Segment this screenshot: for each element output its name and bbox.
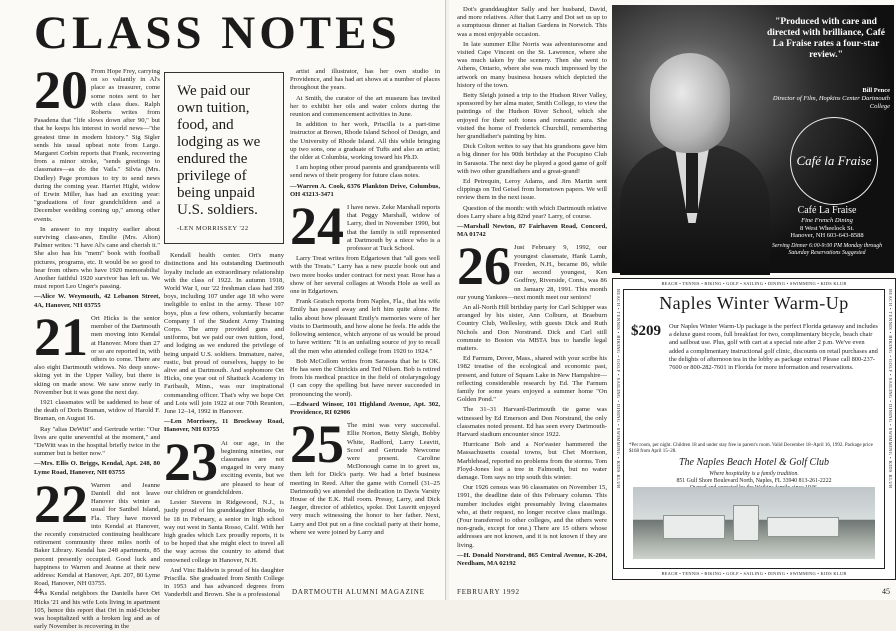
cafe-name: Café La Fraise [797, 205, 857, 216]
note-paragraph [457, 143, 607, 176]
note-text: Just February 9, 1992, our youngest classmate, Hank Lamb, Freeden, N.H., became 86, while our second youngest, Ken Godfrey, Riverside, Conn., was 86 on January 28, 1991. This month our young Yankees—next month meet our seniors! [457, 244, 607, 301]
pull-quote-source: -LEN MORRISSEY '22 [177, 225, 249, 232]
note-paragraph [164, 499, 284, 565]
note-paragraph [457, 236, 607, 301]
note-text: In answer to my inquiry earlier about surviving class-anes, Emilie (Mrs. Alton) Palmer writes: "I have Al's cane and cherish it." She also has his "mem" book with football pictures, programs, etc. It would be so good to hear from others who have 1920 memorabilia! Another faithful 1920 survivor has left us. We must report Leo Unger's passing. [34, 225, 160, 291]
note-paragraph [290, 414, 440, 537]
note-text: Ed Petrequin, Leroy Adams, and Jim Martin sent clippings on Ted Geisel from hometown papers. We will review them in the next issue. [457, 178, 607, 202]
page-number-right: 45 [882, 587, 890, 596]
ad-price: $209 [631, 323, 661, 339]
ad-fine-print: *Per room, per night. Children 18 and under stay free in parent's room. Valid December 18–April 16, 1992. Package price $168 from April 15–28. [629, 443, 873, 454]
note-paragraph [457, 41, 607, 90]
note-text: Lester Stevens in Ridgewood, N.J., is justly proud of his granddaughter Rhoda, to be 18 in February, a senior in high school way out west in Santa Rosso, Calif. With her high grades which Lex proudly reports, it is to be hoped that she might elect to travel all the way across the country to attend that renowned college in Hanover, N.H. [164, 499, 284, 564]
note-signature: —Warren A. Cook, 6376 Plankton Drive, Columbus, OH 43213-3471 [290, 182, 440, 198]
running-footer-right: FEBRUARY 1992 [457, 588, 520, 596]
note-text: At Smith, the curator of the art museum has invited her to exhibit her oils and water colors during the reunion and commencement activities in June. [290, 94, 440, 119]
note-text: Betty Sleigh joined a trip to the Hudson River Valley, sponsored by her alma mater, Smith College, to view the paintings of the Hudson River School, which she enjoyed for their soft tones and romantic aura. She visited the home of Frederick Churchill, remembering her grandfather's painting by him. [457, 92, 607, 141]
note-paragraph [290, 95, 440, 120]
hotel-name: The Naples Beach Hotel & Golf Club [679, 457, 829, 468]
note-paragraph [34, 399, 160, 424]
class-year-dropcap: 25 [290, 414, 344, 475]
note-text: In addition to her work, Priscilla is a part-time instructor at Brown, Rhode Island School of Design, and the University of Rhode Island. All this while bringing up two sons, one a graduate of Tufts and also an artist; the older at Columbia, working toward his Ph.D. [290, 121, 440, 162]
note-paragraph [164, 252, 284, 416]
ad-inner [625, 291, 883, 567]
note-paragraph [34, 226, 160, 292]
note-text: Larry Treat writes from Edgartown that "all goes well with the Treats." Larry has a new puzzle book out and two more books under contract for next year. Rose has a show of her several collages at Woods Hole as well as one in Edgartown. [290, 255, 440, 296]
note-paragraph [34, 60, 160, 224]
pull-quote-text: We paid our own tuition, food, and lodging as we endured the privilege of being unpaid U.S. soldiers. [177, 83, 261, 218]
note-text: Our 1926 census was 96 classmates on November 15, 1991, the deadline date of this February column. This number includes eight presumably living classmates who, at their request, no longer receive class mailings. (Four transferred to other colleges, and the others were non-grads, except for one.) There are 15 others whose addresses are not known, and it is not known if they are living. [457, 484, 607, 549]
note-paragraph [164, 567, 284, 600]
note-text: I have news. Zeke Marshall reports that Peggy Marshall, widow of Larry, died in November 1990, but that the family is still represented at Dartmouth by a niece who is a professor at Tuck School. [347, 204, 441, 253]
class-year-dropcap: 26 [457, 236, 511, 297]
attribution-title: Director of Film, Hopkins Center Dartmouth College [772, 95, 890, 110]
ad-band-bottom: BEACH • TENNIS • BIKING • GOLF • SAILING • DINING • SWIMMING • KIDS KLUB [613, 568, 895, 579]
hotel-tower [733, 505, 759, 541]
note-paragraph [290, 68, 440, 93]
note-signature: —Marshall Newton, 87 Fairhaven Road, Concord, MA 01742 [457, 223, 607, 239]
note-paragraph [457, 304, 607, 353]
column-3 [290, 68, 440, 580]
class-year-dropcap: 24 [290, 196, 344, 257]
note-text: I am hoping other proud parents and grandparents will send news of their progeny for future class notes. [290, 164, 440, 180]
note-paragraph [457, 205, 607, 221]
hotel-wing [767, 517, 839, 537]
note-text: The 31–31 Harvard-Dartmouth tie game was witnessed by Ed Emerson and Don Norstrand, the only classmates noted present. Ed has seen every Dartmouth-Harvard stadium encounter since 1922. [457, 406, 607, 438]
ad-review-attribution [756, 87, 890, 111]
column-2 [164, 68, 284, 599]
running-footer-left: DARTMOUTH ALUMNI MAGAZINE [292, 588, 425, 596]
note-paragraph [290, 196, 441, 257]
note-signature: —H. Donald Norstrand, 865 Central Avenue, K-204, Needham, MA 02192 [457, 551, 607, 567]
note-paragraph [457, 406, 607, 439]
note-paragraph [164, 431, 284, 497]
ad-band-top: BEACH • TENNIS • BIKING • GOLF • SAILING • DINING • SWIMMING • KIDS KLUB [613, 279, 895, 290]
note-paragraph [290, 121, 440, 162]
note-signature: —Edward Winsor, 101 Highland Avenue, Apt. 302, Providence, RI 02906 [290, 400, 440, 416]
hotel-aerial-photo [633, 487, 875, 559]
note-paragraph [290, 358, 440, 399]
attribution-name: Bill Pence [862, 87, 890, 94]
note-paragraph [457, 6, 607, 39]
note-text: Dick Colton writes to say that his grandsons gave him a big dinner for his 90th birthday at the Pocupino Club in Sarasota. The next day he played a good game of golf with two other grandfathers and a great-grand! [457, 143, 607, 175]
note-text: The mini was very successful. Ellie Norton, Betty Sleigh, Bobby White, Radford, Larry Leavitt, Scoof and Gertrude Newcome were present. Caroline McDonough came in to greet us, then left for Dick's party. We had a brief business meeting in Reed. After the game with Cornell (31–25 Dartmouth) we attended the dedication in Davis Varsity House of the E.K. Hall room. Pressy, Larry, and Dick Jaeger, director of athletics, spoke. Dot Leavitt enjoyed very much witnessing the honor to her father. Next, Larry and Dot put on a fine cocktail party at their home, where we were joined by Larry and [290, 422, 440, 536]
cafe-address: 8 West Wheelock St. [799, 224, 855, 232]
note-text: Dot's granddaughter Sally and her husband, David, and more relatives. After that Larry and Dot set us up to a sumptuous dinner at Italian Gardens in Norwich. This was a most enjoyable occasion. [457, 6, 607, 38]
ad-headline: Naples Winter Warm-Up [659, 293, 849, 313]
note-paragraph [457, 355, 607, 404]
note-text: Hurricane Bob and a Nor'easter hammered the Massachusetts coastal towns, but Chet Morrison, Marblehead, reported no problems from the storms. Tom Floyd-Jones lost a tree in Falmouth, but no water damage. Tom says no trip south this winter. [457, 441, 607, 481]
note-paragraph [34, 426, 160, 459]
page-title: CLASS NOTES [34, 7, 401, 59]
ad-review-quote: "Produced with care and directed with brilliance, Café La Fraise rates a four-star review." [766, 17, 886, 60]
note-text: At our age, in the beginning nineties, our classmates are not engaged in very many exciting events, but we are pleased to hear of our children or grandchildren. [164, 439, 284, 496]
ad-band-left [613, 289, 624, 569]
note-text: An all-North Hill birthday party for Carl Schipper was arranged by his sister, Ann Colburn, at Braeburn Country Club, Wellesley, with guests Dick and Ruth Nichols and Don Norstrand. Dick and Carl still commute to Boston via MBTA bus to handle legal matters. [457, 303, 607, 352]
note-text: Ray "alias DeWitt" and Gertrude write: "Our lives are quite uneventful at the moment," and "DeWitt was in the hospital briefly twice in the summer but is better now." [34, 425, 160, 458]
note-paragraph [34, 590, 160, 631]
column-4 [457, 6, 607, 580]
note-paragraph [290, 298, 440, 355]
left-page [0, 0, 446, 631]
note-paragraph [34, 306, 160, 397]
note-paragraph [34, 473, 160, 589]
hotel-address: 851 Gulf Shore Boulevard North, Naples, FL 33940 813-261-2222 [676, 478, 832, 484]
note-signature: —Alice W. Weymouth, 42 Lebanon Street, 4A, Hanover, NH 03755 [34, 293, 160, 309]
note-paragraph [457, 441, 607, 482]
ad-band-right [884, 289, 895, 569]
note-paragraph [457, 484, 607, 550]
pull-quote-box [164, 72, 284, 244]
note-text: And Vinc Baldwin is proud of his daughter Priscilla. She graduated from Smith College in 1953 and has advanced degrees from Vanderbilt and Brown. She is a professional [164, 566, 284, 599]
note-text: Bob McCollom writes from Sarasota that he is OK. He has seen the Chirickis and Ted Nilsen. Bob is retired from his medical practice in the field of otolaryngology (I can copy the spelling but have never succeeded in pronouncing the word). [290, 357, 440, 398]
class-year-dropcap: 22 [34, 473, 88, 534]
ad-band-left-text: BEACH • TENNIS • BIKING • GOLF • SAILING • DINING • SWIMMING • KIDS KLUB [616, 289, 621, 489]
note-paragraph [290, 255, 440, 296]
cafe-details [764, 217, 890, 240]
cafe-city: Hanover, NH 603-643-8588 [790, 232, 864, 239]
naples-beach-hotel-ad [612, 278, 896, 580]
note-paragraph [457, 92, 607, 141]
note-text: In late summer Ellie Norris was adventuresome and visited Cape Vincent on the St. Lawrence, where she was much taken by the scenery. Then she went to Athens, Ontario, where she was much impressed by the artwork on many business houses which depicted the history of the town. [457, 40, 607, 89]
note-text: Warren and Jeanne Daniell did not leave Hanover this winter as usual for Sanibel Island, Fla. They have moved into Kendal at Hanover, the recently constructed continuing healthcare retirement community three miles north of Baker Library. Kendal has 248 apartments, 85 percent presently occupied. Good luck and happiness to Warren and Jeanne at their new address: Kendal at Hanover, Apt. 207, 80 Lyme Road, Hanover, NH 03755. [34, 481, 160, 588]
note-text: Ed Farnum, Dover, Mass., shared with your scribe his 1982 treatise of the ecological and economic past, present, and future of Squam Lake in New Hampshire—reflecting considerable research by Ed. The Farnum family for some years enjoyed a summer home "On Golden Pond." [457, 355, 607, 404]
class-year-dropcap: 23 [164, 431, 218, 492]
note-text: artist and illustrator, has her own studio in Providence, and has had art shows at a number of places throughout the years. [290, 68, 440, 92]
page-number-left: 44 [34, 587, 42, 596]
cafe-la-fraise-ad [612, 5, 894, 273]
cafe-logo: Café la Fraise [790, 117, 878, 205]
note-text: From Hope Frey, carrying on so valiantly in Al's place as treasurer, come some notes sent to her with class dues. Ralph Roberts writes from Pasadena that "life slows down after 90," but that he keeps his interest in world news—"the greatest time in modern history." Sig Sigler sends his usual upbeat note from Largo. Margaret Corbin reports that Frank, recovering from a minor stroke, "sends greetings to classmates—as do the Vails." Silvia (Mrs. Dudley) Page promises to try to send news during the coming year. Harriet Hight, widow of Erwin Miller, has had an exciting year: "graduations of four grandchildren and a December wedding coming up," among other events. [34, 68, 160, 223]
portrait-tie [686, 153, 698, 213]
note-text: Frank Gratsch reports from Naples, Fla., that his wife Emily has passed away and left him quite alone. He talks about how pleasant Emily's memories were of her visits to Dartmouth, and how alone he feels. He adds the following sentence, which anyone of us would be proud to have written: "It is an unfailing source of joy to recall all the men who attended college from 1920 to 1924." [290, 298, 440, 355]
ad-body-text: Our Naples Winter Warm-Up package is the perfect Florida getaway and includes a deluxe guest room, full breakfast for two, complimentary bicycle, beach chair and sailboat use. Plus, golf with cart at a special rate after 2 p.m. We've even added a complimentary instructional golf clinic, discounts on retail purchases and the delights of afternoon tea in the lobby as package extras! Please call 800-237-7600 or 800-282-7601 in Florida for more information and reservations. [669, 323, 878, 372]
note-text: Question of the month: with which Dartmouth relative does Larry share a big 82nd year? Larry, of course. [457, 204, 607, 220]
note-paragraph [457, 178, 607, 203]
hotel-tagline: Where hospitality is a family tradition. [709, 471, 799, 477]
class-year-dropcap: 21 [34, 306, 88, 367]
note-signature: —Len Morrissey, 11 Brockway Road, Hanover, NH 03755 [164, 418, 284, 434]
note-text: 1921 classmates will be saddened to hear of the death of Doris Braman, widow of Harold F. Braman, on August 16. [34, 398, 160, 423]
class-year-dropcap: 20 [34, 60, 88, 120]
note-text: As Kendal neighbors the Daniells have Ort Hicks '21 and his wife Lois living in apartment 105, hence this report that Ort in mid-October was hospitalized with a broken leg and as of early November is recovering in the [34, 590, 160, 631]
note-text: Kendall health center. Ort's many distinctions and his outstanding Dartmouth loyalty include an extraordinary relationship with the class of 1922. In autumn 1918, World War I, our '22 freshman class had 399 boys, including 107 under age 18 who were ineligible to enlist in the army. These 107 boys, plus a few others, voluntarily became Company I of the Student Army Training Corps. The army provided guns and uniforms, but we paid our own tuition, food, and lodging as we endured the privilege of being unpaid U.S. soldiers. Immature, naive, rustic, but proud of ourselves, happy to be alive and at Dartmouth. And sophomore Ort Hicks, one year out of Shattuck Academy in Faribault, Minn., was our inspirational commanding officer. That's why we hope Ort and Lois will join 1922 at our 70th Reunion, June 12–14, 1992 in Hanover. [164, 252, 284, 416]
cafe-subtitle: Fine French Dining [801, 217, 853, 224]
cafe-hours: Serving Dinner 6:00-9:00 PM Monday through Saturday Reservations Suggested [771, 243, 883, 256]
note-signature: —Mrs. Ellis O. Briggs, Kendal, Apt. 248, 80 Lyme Road, Hanover, NH 03755 [34, 460, 160, 476]
portrait-face [650, 53, 730, 153]
note-text: Ort Hicks is the senior member of the Dartmouth men moving into Kendal at Hanover. More than 27 or so are reported in, with others to come. There are also eight Dartmouth widows. No deep snow-skiing yet in the Upper Valley, but there is skiing on made snow. We saw snow early in November but it was gone the next day. [34, 314, 160, 396]
hotel-building [663, 515, 725, 539]
ad-band-right-text: BEACH • TENNIS • BIKING • GOLF • SAILING • DINING • SWIMMING • KIDS KLUB [888, 289, 893, 489]
note-paragraph [290, 164, 440, 180]
